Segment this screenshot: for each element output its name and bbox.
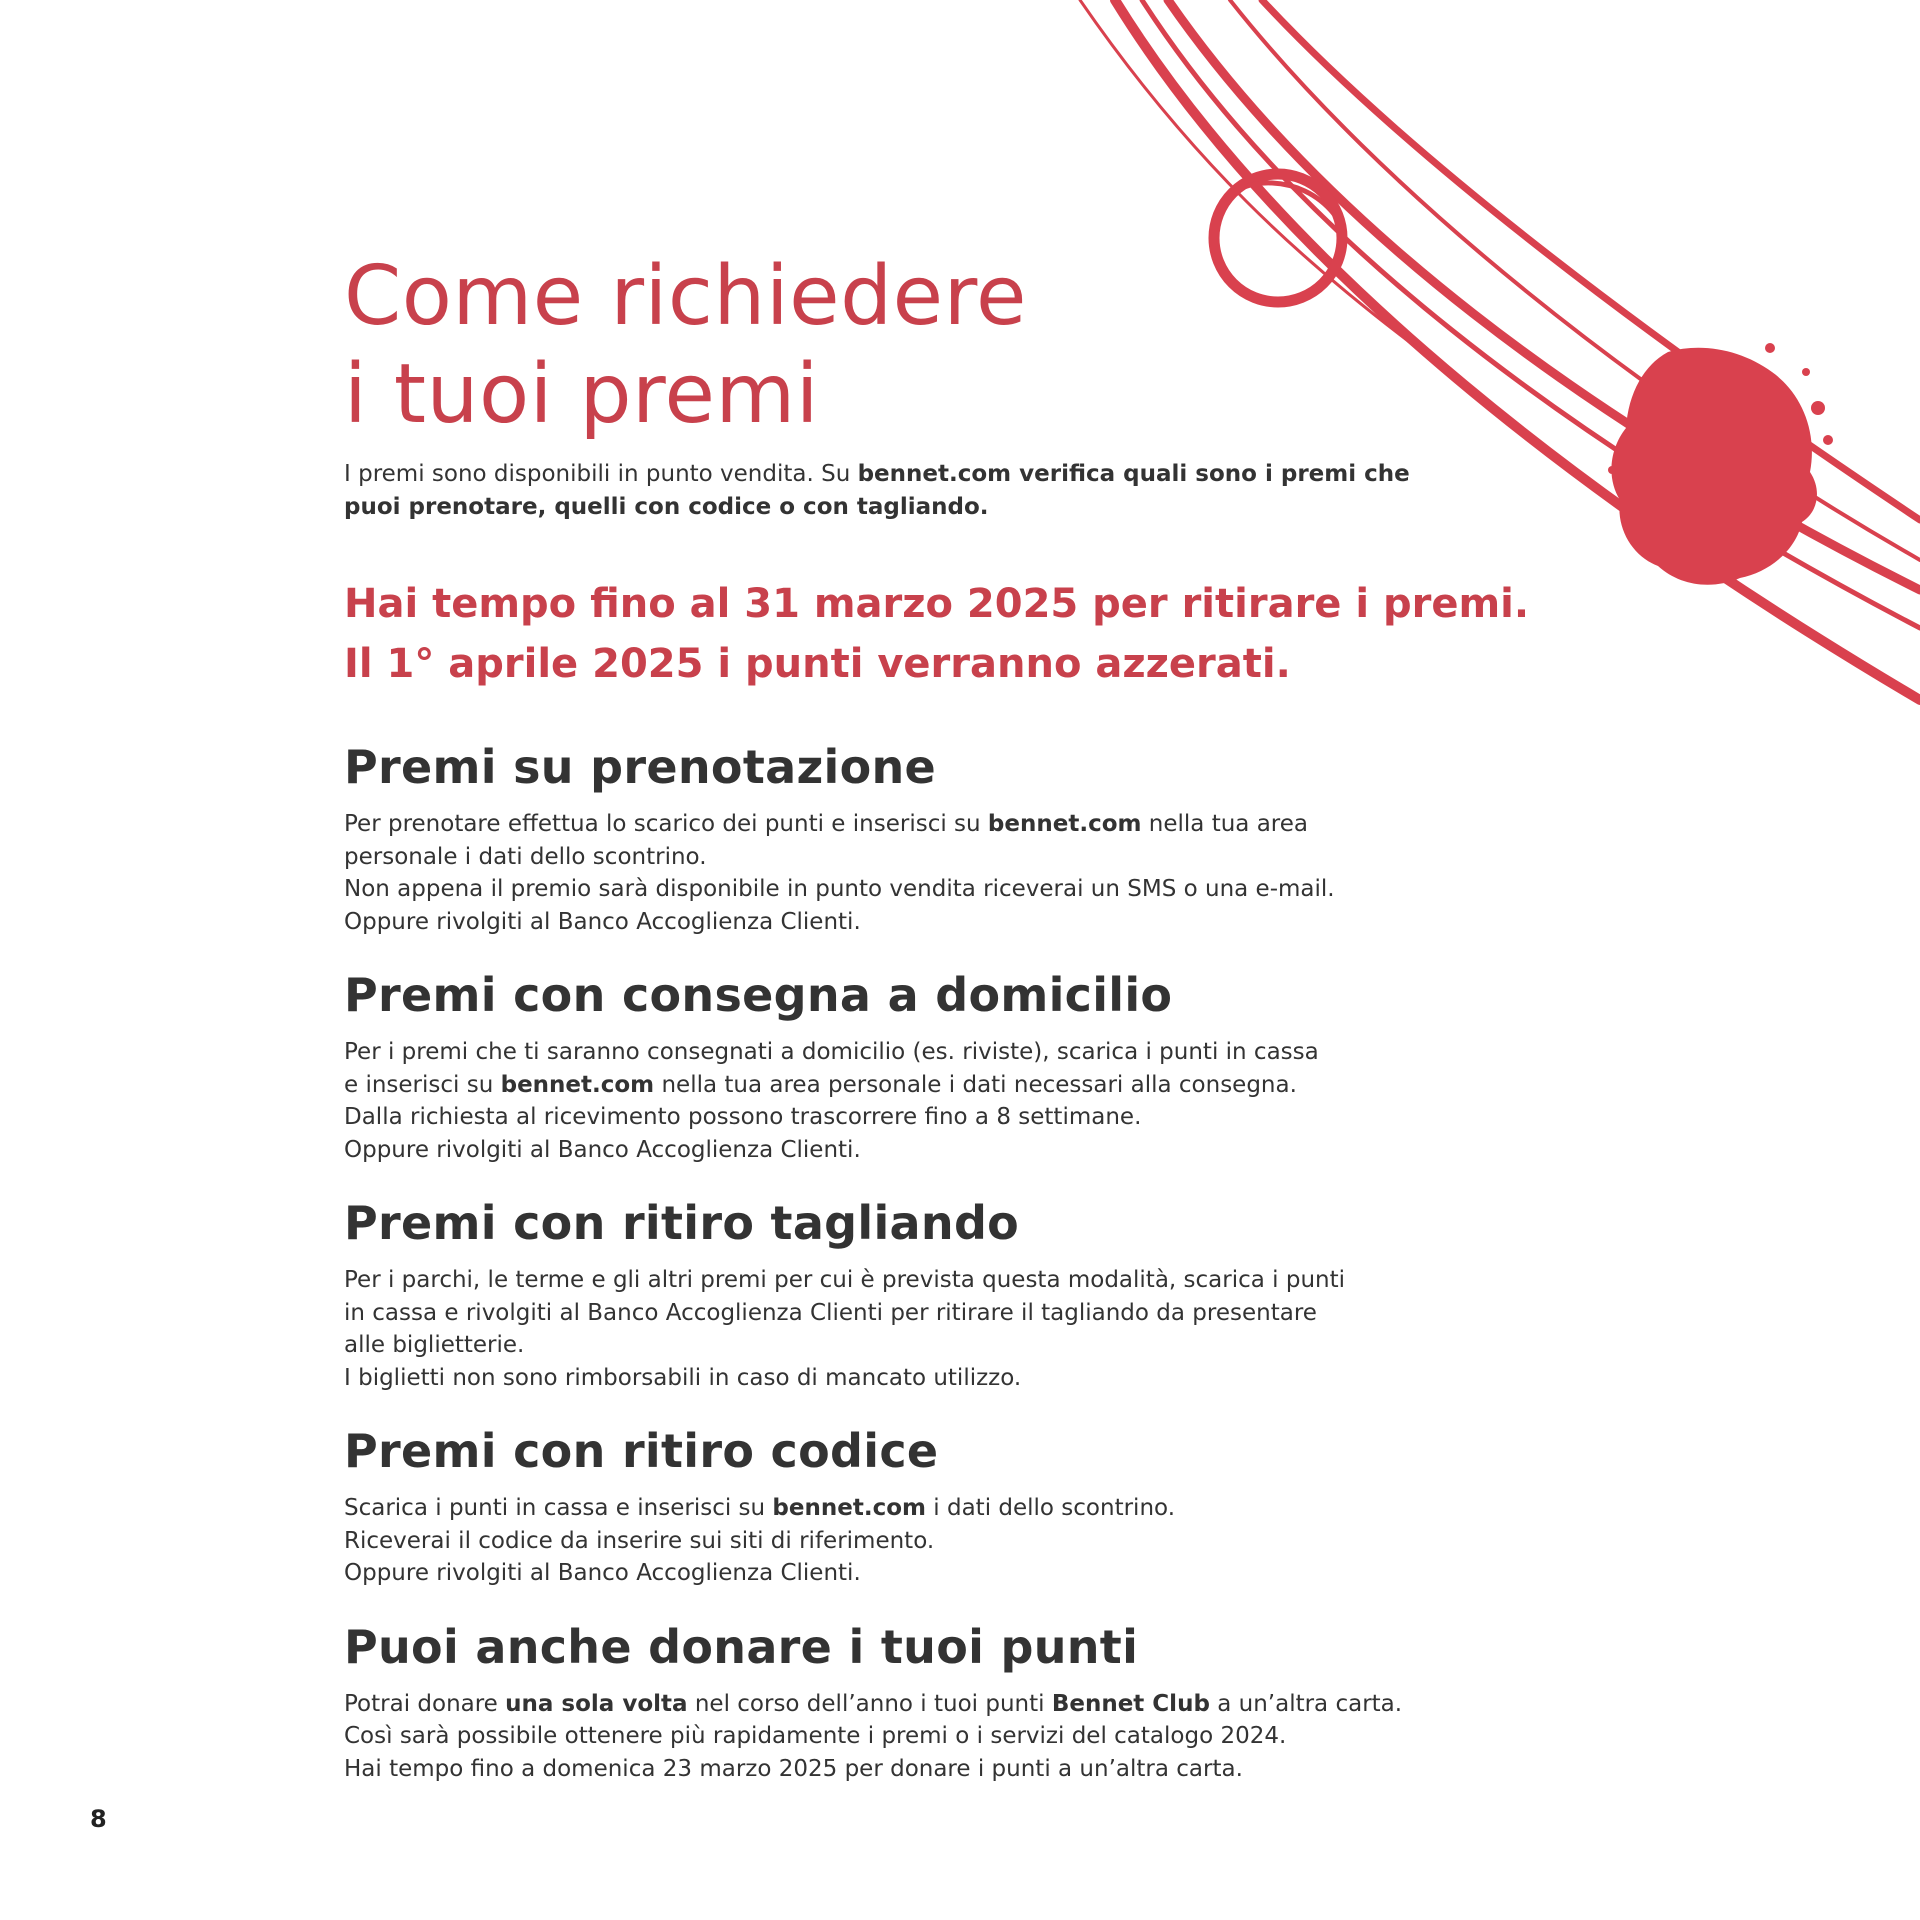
section-tagliando: [344, 1194, 1544, 1394]
page-number: 8: [90, 1805, 107, 1833]
section-title: Premi con ritiro codice: [344, 1424, 939, 1478]
deadline-line-1: Hai tempo fino al 31 marzo 2025 per ritirare i premi.: [344, 581, 1530, 627]
page-title: [344, 248, 1544, 444]
section-codice: [344, 1422, 1544, 1590]
section-text: Per i parchi, le terme e gli altri premi per cui è prevista questa modalità, scarica i punti in cassa e rivolgiti al Banco Accoglienza Clienti per ritirare il tagliando da presentare alle biglietterie. I biglietti non sono rimborsabili in caso di mancato utilizzo.: [344, 1267, 1346, 1391]
section-domicilio: [344, 966, 1544, 1166]
section-title: Premi su prenotazione: [344, 740, 937, 794]
main-content: [344, 248, 1544, 1785]
site-name: bennet.com: [772, 1495, 926, 1521]
section-text: Per prenotare effettua lo scarico dei punti e inserisci su bennet.com nella tua area personale i dati dello scontrino. Non appena il premio sarà disponibile in punto vendita riceverai un SMS o una e-mail. Oppure rivolgiti al Banco Accoglienza Clienti.: [344, 811, 1335, 935]
deadline-line-2: Il 1° aprile 2025 i punti verranno azzerati.: [344, 641, 1291, 687]
title-line-2: i tuoi premi: [344, 347, 820, 442]
intro-text: I premi sono disponibili in punto vendita. Su bennet.com verifica quali sono i premi che puoi prenotare, quelli con codice o con tagliando.: [344, 461, 1410, 520]
site-name: bennet.com: [500, 1071, 655, 1098]
intro-bold-text: bennet.com verifica quali sono i premi che puoi prenotare, quelli con codice o con tagliando.: [344, 461, 1410, 520]
paint-splash-icon: [1608, 343, 1833, 585]
brand-name: Bennet Club: [1051, 1690, 1210, 1717]
section-text: Scarica i punti in cassa e inserisci su bennet.com i dati dello scontrino. Riceverai il codice da inserire sui siti di riferimento. Oppure rivolgiti al Banco Accoglienza Clienti.: [344, 1495, 1176, 1586]
section-donare: [344, 1618, 1544, 1786]
section-title: Premi con ritiro tagliando: [344, 1196, 1020, 1250]
section-prenotazione: [344, 738, 1544, 938]
section-title: Premi con consegna a domicilio: [344, 968, 1173, 1022]
title-line-1: Come richiedere: [344, 249, 1027, 344]
emphasis-text: una sola volta: [505, 1690, 688, 1717]
section-title: Puoi anche donare i tuoi punti: [344, 1619, 1139, 1674]
site-name: bennet.com: [987, 811, 1142, 837]
section-text: Potrai donare una sola volta nel corso dell’anno i tuoi punti Bennet Club a un’altra carta. Così sarà possibile ottenere più rapidamente i premi o i servizi del catalogo 2024. Hai tempo fino a domenica 23 marzo 2025 per donare i punti a un’altra carta.: [344, 1690, 1403, 1782]
deadline-notice: [344, 574, 1544, 694]
section-text: Per i premi che ti saranno consegnati a domicilio (es. riviste), scarica i punti in cassa e inserisci su bennet.com nella tua area personale i dati necessari alla consegna. Dalla richiesta al ricevimento possono trascorrere fino a 8 settimane. Oppure rivolgiti al Banco Accoglienza Clienti.: [344, 1039, 1319, 1163]
